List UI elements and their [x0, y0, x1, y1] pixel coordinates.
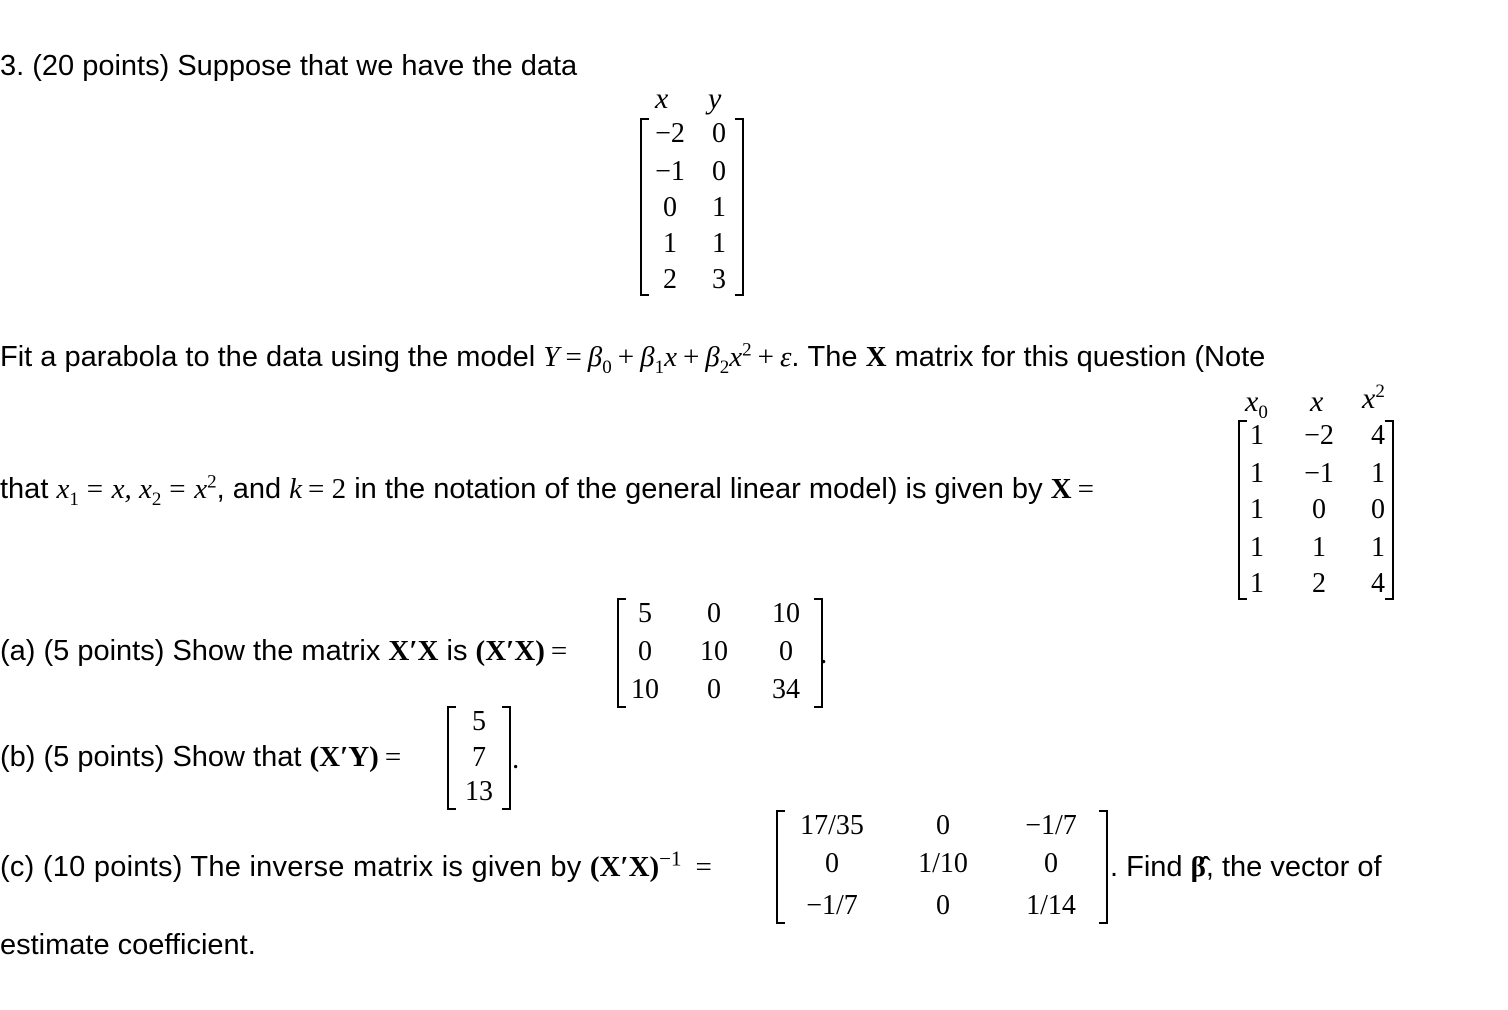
inverse-cell: 1/14: [1026, 890, 1076, 921]
part-a-is: is: [438, 635, 476, 667]
data-x-cell: −1: [655, 156, 685, 187]
inverse-cell: 17/35: [800, 810, 864, 841]
model-epsilon: ε: [779, 341, 792, 373]
x2-eq: = x: [167, 473, 208, 505]
data-y-cell: 0: [712, 156, 726, 187]
X-cell: 0: [1312, 494, 1326, 525]
model-eq: =: [565, 341, 582, 373]
model-beta0-sub: 0: [602, 356, 612, 378]
XtX-cell: 34: [772, 674, 800, 705]
part-b-matrix: [447, 706, 511, 810]
part-b-lhs: (X′Y): [309, 741, 379, 773]
model-x: x: [664, 341, 677, 373]
X-cell: 4: [1371, 568, 1385, 599]
x1-eq: = x,: [84, 473, 140, 505]
part-c-lhs: (X′X): [589, 851, 660, 883]
model-plus: +: [682, 341, 700, 373]
data-header-y: y: [708, 82, 722, 115]
model-beta1-sub: 1: [654, 356, 665, 378]
XtX-cell: 0: [707, 598, 721, 629]
X-cell: 1: [1250, 420, 1264, 451]
data-header-x: x: [655, 82, 669, 115]
XtX-cell: 10: [700, 636, 728, 667]
model-beta0: β: [587, 341, 603, 373]
part-a-matrix: [617, 598, 823, 708]
data-y-cell: 1: [712, 228, 726, 259]
model-beta2-sub: 2: [719, 356, 730, 378]
X-cell: 4: [1371, 420, 1385, 451]
inverse-cell: 1/10: [918, 848, 968, 879]
inverse-cell: 0: [1044, 848, 1058, 879]
X-header-x0-sub: 0: [1258, 402, 1268, 423]
part-c-pow: −1: [659, 846, 682, 871]
X-cell: 0: [1371, 494, 1385, 525]
data-y-cell: 3: [712, 264, 726, 295]
part-c-continuation: estimate coefficient.: [0, 929, 256, 961]
data-x-cell: 0: [663, 192, 677, 223]
k-var: k: [289, 473, 303, 505]
part-b-dot: .: [512, 743, 520, 775]
model-plus: +: [757, 341, 774, 373]
X-header-x: x: [1310, 385, 1324, 418]
X-cell: −1: [1304, 458, 1334, 489]
data-x-cell: 2: [663, 264, 677, 295]
question-heading: 3. (20 points) Suppose that we have the data: [0, 50, 578, 82]
X-cell: 1: [1250, 494, 1264, 525]
X-cell: 1: [1371, 532, 1385, 563]
fit-sentence: [0, 339, 1266, 378]
XtX-cell: 10: [772, 598, 800, 629]
part-c-matrix: [776, 810, 1108, 924]
inverse-cell: 0: [825, 848, 839, 879]
beta-hat: β̂: [1190, 851, 1206, 883]
inverse-cell: −1/7: [806, 890, 858, 921]
part-c-eq: =: [695, 851, 712, 883]
part-a-XtX: X′X: [388, 635, 439, 667]
that-text-2: , and: [216, 473, 290, 505]
that-sentence: [0, 471, 1100, 510]
XtY-cell: 7: [472, 742, 486, 773]
X-bold: X: [1050, 473, 1072, 505]
part-b-text: (b) (5 points) Show that: [0, 741, 310, 773]
part-a-line: [0, 634, 573, 668]
XtX-cell: 0: [779, 636, 793, 667]
X-header-x2: [1362, 382, 1385, 416]
X-header-x2-var: x: [1362, 382, 1376, 415]
data-x-cell: −2: [655, 118, 685, 149]
X-header-x0: [1245, 385, 1268, 423]
model-x2-power: 2: [742, 339, 752, 361]
x2-sub: 2: [151, 488, 162, 510]
model-beta2: β: [705, 341, 720, 373]
XtX-cell: 10: [631, 674, 659, 705]
XtY-cell: 13: [465, 776, 493, 807]
XtX-cell: 0: [638, 636, 652, 667]
k-eq: = 2: [308, 473, 347, 505]
X-cell: 1: [1250, 458, 1264, 489]
that-text-1: that: [0, 473, 57, 505]
part-b-eq: =: [384, 741, 402, 773]
data-matrix: [640, 118, 744, 296]
data-y-cell: 0: [712, 118, 726, 149]
fit-text-2: . The: [791, 341, 866, 373]
model-beta1: β: [640, 341, 655, 373]
data-y-cell: 1: [712, 192, 726, 223]
part-c-after: [1110, 850, 1382, 884]
part-a-lhs: (X′X): [475, 635, 545, 667]
X-cell: 1: [1250, 532, 1264, 563]
model-Y: Y: [543, 341, 560, 373]
X-cell: 1: [1250, 568, 1264, 599]
X-eq: =: [1077, 473, 1094, 505]
data-x-cell: 1: [663, 228, 677, 259]
model-x2: x: [729, 341, 743, 373]
x1-var: x: [56, 473, 70, 505]
X-header-x0-var: x: [1245, 385, 1259, 418]
part-a-eq: =: [550, 635, 568, 667]
X-bold: X: [865, 341, 887, 373]
X-cell: −2: [1304, 420, 1334, 451]
x2-var: x: [139, 473, 152, 505]
X-matrix: [1238, 420, 1394, 600]
x2-pow: 2: [207, 471, 217, 493]
X-cell: 1: [1312, 532, 1326, 563]
XtX-cell: 5: [638, 598, 652, 629]
model-plus: +: [617, 341, 635, 373]
part-a-dot: .: [820, 638, 828, 670]
X-cell: 2: [1312, 568, 1326, 599]
fit-text-1: Fit a parabola to the data using the model: [0, 341, 544, 373]
x1-sub: 1: [69, 488, 79, 510]
X-cell: 1: [1371, 458, 1385, 489]
XtX-cell: 0: [707, 674, 721, 705]
inverse-cell: 0: [936, 810, 950, 841]
part-c-after-text: . Find: [1110, 851, 1191, 883]
fit-text-3: matrix for this question (Note: [886, 341, 1266, 373]
inverse-cell: −1/7: [1025, 810, 1077, 841]
X-header-x2-pow: 2: [1375, 381, 1385, 402]
part-c-text: (c) (10 points) The inverse matrix is given by: [0, 851, 590, 883]
part-c-line: [0, 846, 718, 884]
that-text-3: in the notation of the general linear model) is given by: [346, 473, 1051, 505]
inverse-cell: 0: [936, 890, 950, 921]
part-c-after-text-2: , the vector of: [1205, 851, 1382, 883]
XtY-cell: 5: [472, 706, 486, 737]
part-b-line: [0, 740, 407, 774]
part-a-text: (a) (5 points) Show the matrix: [0, 635, 389, 667]
